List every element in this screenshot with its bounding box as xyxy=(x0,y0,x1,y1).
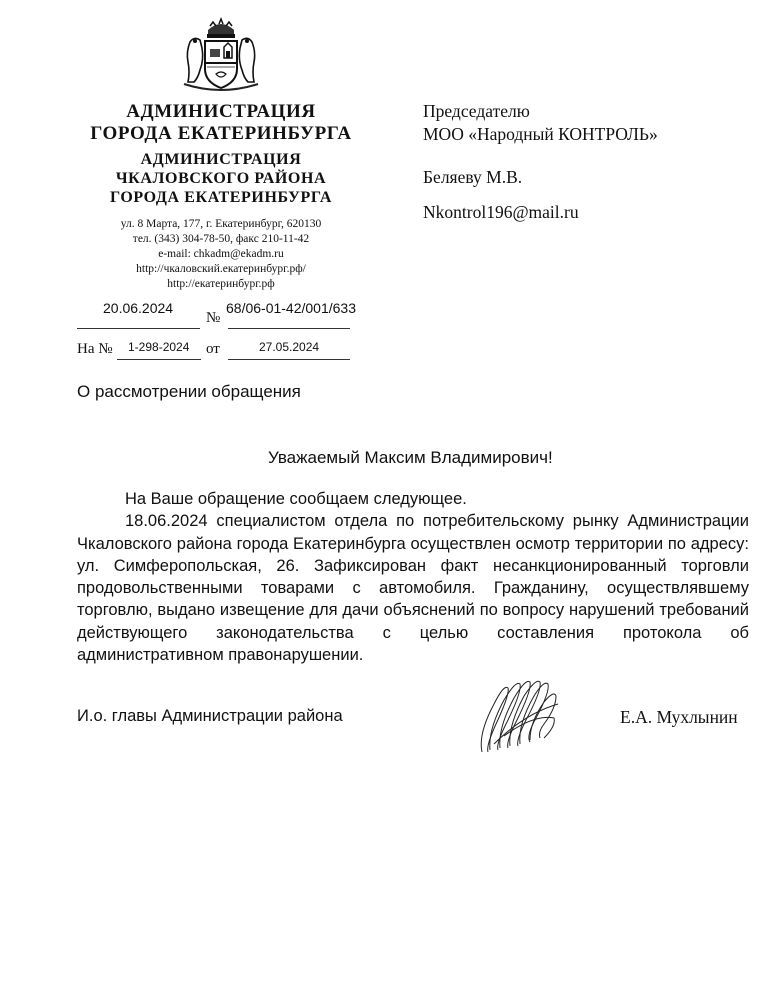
reply-to-date: 27.05.2024 xyxy=(259,340,320,354)
signatory-title: И.о. главы Администрации района xyxy=(77,707,343,725)
date-underline xyxy=(77,328,200,329)
number-underline xyxy=(228,328,350,329)
recipient-name: Беляеву М.В. xyxy=(423,167,523,187)
recipient-email[interactable]: Nkontrol196@mail.ru xyxy=(423,202,579,222)
from-label: от xyxy=(206,341,220,357)
org-line-2: ГОРОДА ЕКАТЕРИНБУРГА xyxy=(90,123,352,144)
organization-name xyxy=(60,101,382,145)
outgoing-number: 68/06-01-42/001/633 xyxy=(226,300,356,316)
signatory-name: Е.А. Мухлынин xyxy=(620,707,738,727)
org-line-1: АДМИНИСТРАЦИЯ xyxy=(126,101,316,122)
outgoing-date: 20.06.2024 xyxy=(103,300,174,316)
sub-organization-name xyxy=(60,150,382,207)
reply-date-underline xyxy=(228,359,350,360)
postal-address: ул. 8 Марта, 177, г. Екатеринбург, 620130 xyxy=(120,218,322,230)
body-paragraph-2: 18.06.2024 специалистом отдела по потребительскому рынку Администрации Чкаловского района города Екатеринбурга осуществлен осмотр территории по адресу: ул. Симферопольская, 26. Зафиксирован факт несанкционированный торговли продовольственными товарами с автомобиля. Гражданину, осуществлявшему торговлю, выдано извещение для дачи объяснений по вопросу нарушений требований действующего законодательства с целью составления протокола об административном правонарушении. xyxy=(77,512,749,665)
contact-email[interactable]: e-mail: chkadm@ekadm.ru xyxy=(158,248,284,260)
contact-block xyxy=(60,217,382,292)
number-sign: № xyxy=(206,310,221,326)
recipient-block xyxy=(423,100,658,224)
body-paragraph-1: На Ваше обращение сообщаем следующее. xyxy=(125,490,467,508)
sub-org-line-3: ГОРОДА ЕКАТЕРИНБУРГА xyxy=(109,189,333,206)
website-city-link[interactable]: http://екатеринбург.рф xyxy=(167,278,275,290)
coat-of-arms-icon xyxy=(176,14,266,94)
reply-to-number: 1-298-2024 xyxy=(128,340,190,354)
sub-org-line-1: АДМИНИСТРАЦИЯ xyxy=(140,151,302,168)
sub-org-line-2: ЧКАЛОВСКОГО РАЙОНА xyxy=(115,170,327,187)
reply-number-underline xyxy=(117,359,201,360)
phone-fax: тел. (343) 304-78-50, факс 210-11-42 xyxy=(132,233,310,245)
website-district-link[interactable]: http://чкаловский.екатеринбург.рф/ xyxy=(136,263,306,275)
recipient-position: Председателю xyxy=(423,101,530,121)
letter-body xyxy=(77,488,749,666)
letter-subject: О рассмотрении обращения xyxy=(77,382,301,401)
greeting: Уважаемый Максим Владимирович! xyxy=(268,448,553,467)
handwritten-signature-icon xyxy=(474,674,574,758)
reply-to-label: На № xyxy=(77,341,113,357)
recipient-organization: МОО «Народный КОНТРОЛЬ» xyxy=(423,124,658,144)
